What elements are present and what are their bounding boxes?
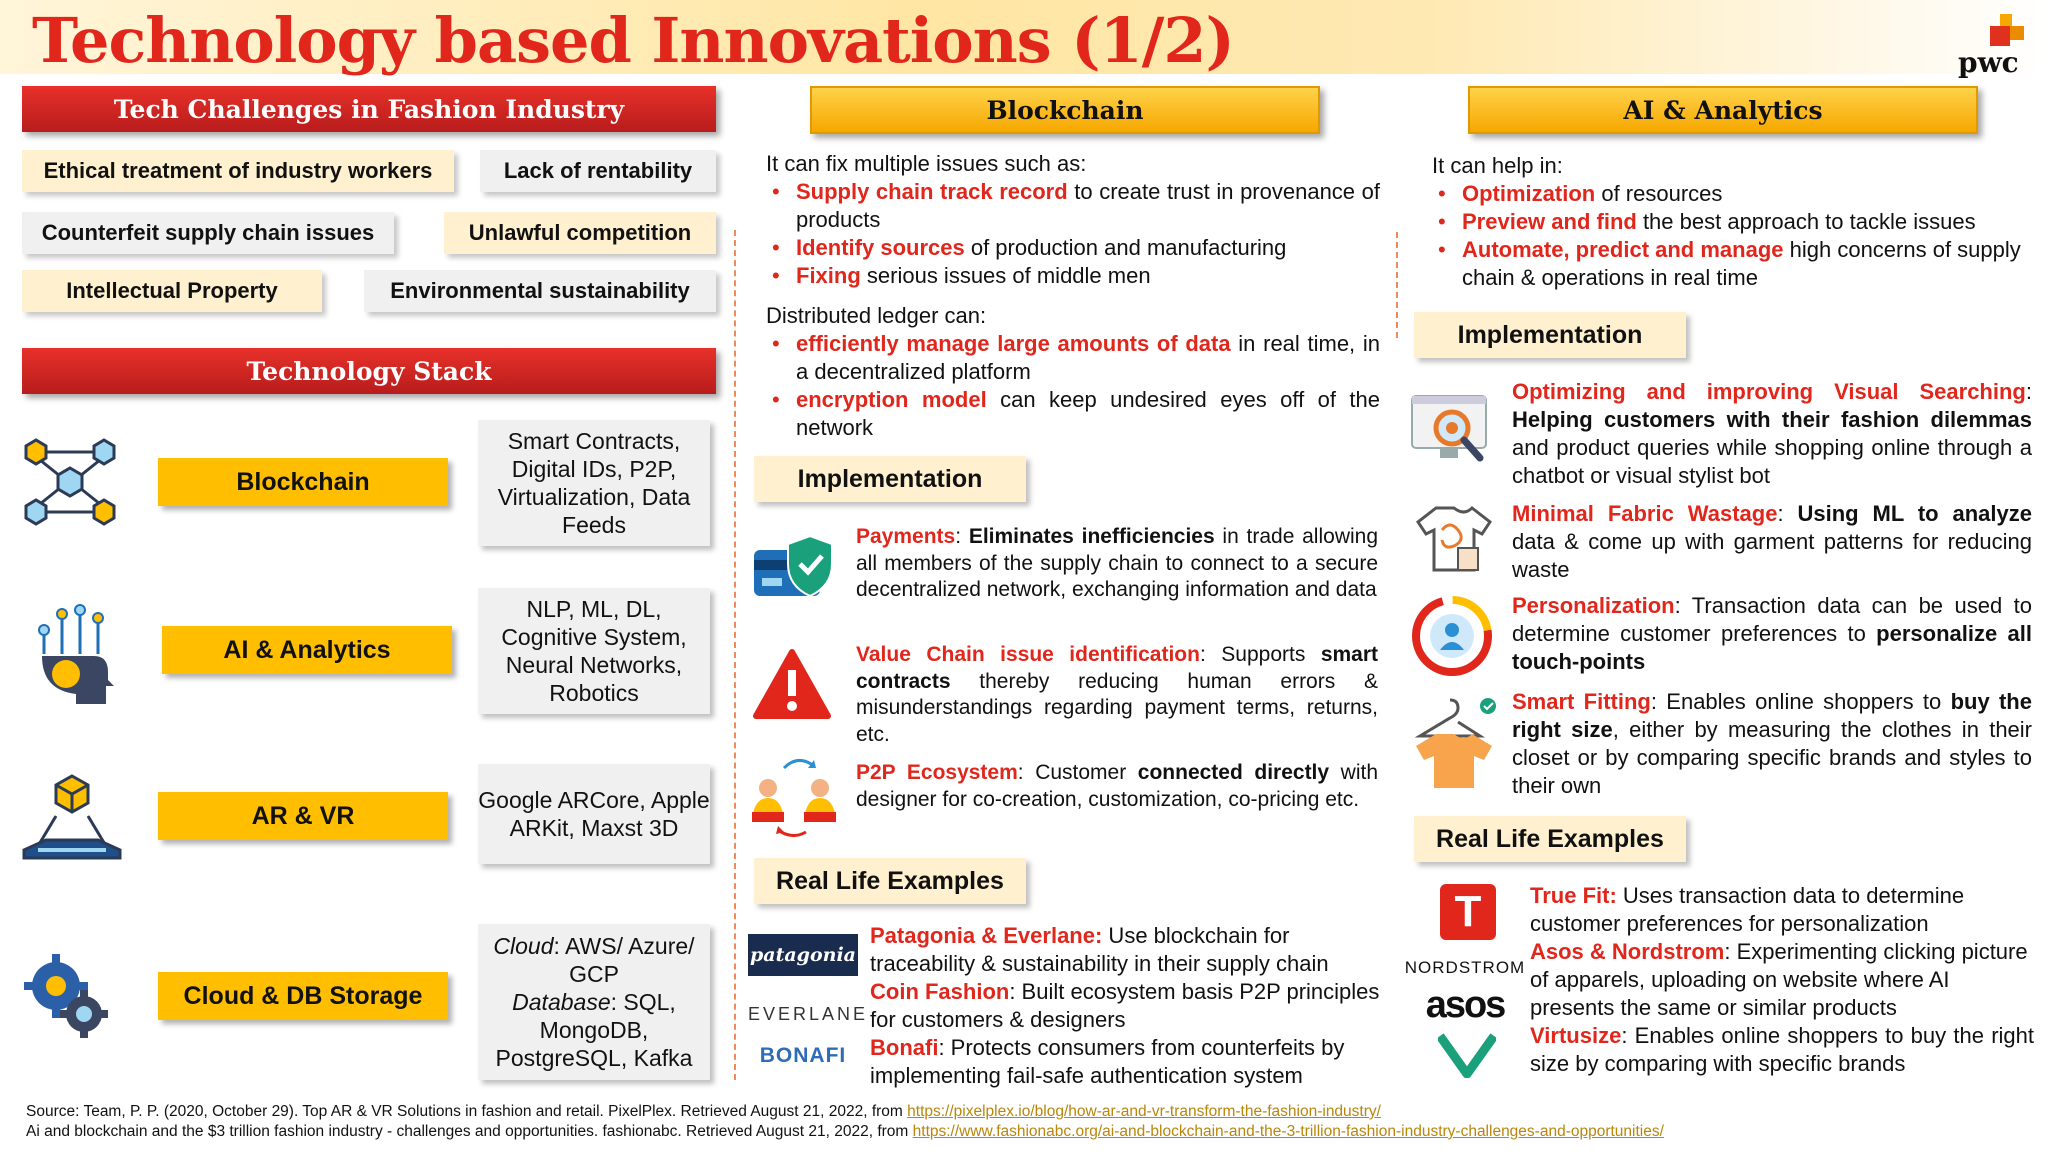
- challenge-chip: Counterfeit supply chain issues: [22, 212, 394, 254]
- stack-label-ai: AI & Analytics: [162, 626, 452, 674]
- bonafi-logo: BONAFI: [759, 1044, 847, 1067]
- stack-desc-cloud: [478, 924, 710, 1080]
- gears-icon: [22, 950, 110, 1040]
- ai-impl-fabric: Minimal Fabric Wastage: Using ML to analyze data & come up with garment patterns for reducing waste: [1512, 501, 2032, 582]
- ar-vr-icon: [18, 772, 126, 864]
- truefit-logo: T: [1440, 884, 1496, 940]
- blockchain-implementation-header: Implementation: [754, 456, 1026, 502]
- example-item: Virtusize: Enables online shoppers to buy the right size by comparing with specific brands: [1530, 1023, 2034, 1076]
- patagonia-logo: patagonia: [748, 934, 858, 976]
- blockchain-intro-block: [766, 150, 1380, 442]
- blockchain-bullet: • Supply chain track record to create trust in provenance of products: [766, 178, 1380, 234]
- challenge-chip: Ethical treatment of industry workers: [22, 150, 454, 192]
- everlane-logo: EVERLANE: [748, 1004, 869, 1024]
- stack-label-cloud: Cloud & DB Storage: [158, 972, 448, 1020]
- blockchain-impl-value-chain: Value Chain issue identification: Supports smart contracts thereby reducing human errors & misunderstandings regarding payment terms, returns, etc.: [856, 643, 1379, 746]
- ai-impl-visual-search: Optimizing and improving Visual Searching: Helping customers with their fashion dilemmas and product queries while shopping online through a chatbot or visual stylist bot: [1512, 379, 2032, 488]
- challenge-chip: Unlawful competition: [444, 212, 716, 254]
- blockchain-bullet: • Fixing serious issues of middle men: [766, 262, 1380, 290]
- source-line: Source: Team, P. P. (2020, October 29). Top AR & VR Solutions in fashion and retail. PixelPlex. Retrieved August 21, 2022, from https://pixelplex.io/blog/how-ar-and-vr-transform-the-fashion-industry/: [26, 1103, 1381, 1120]
- blockchain-examples: [870, 922, 1390, 1090]
- logo-text: pwc: [1958, 46, 2019, 79]
- example-item: Patagonia & Everlane: Use blockchain for traceability & sustainability in their supply chain: [870, 923, 1329, 976]
- ai-intro-block: [1432, 152, 2030, 292]
- stack-label-arvr: AR & VR: [158, 792, 448, 840]
- asos-logo: asos: [1425, 984, 1505, 1026]
- challenge-chip: Environmental sustainability: [364, 270, 716, 312]
- challenges-banner: Tech Challenges in Fashion Industry: [22, 86, 716, 132]
- stack-desc-ai: NLP, ML, DL, Cognitive System, Neural Networks, Robotics: [478, 588, 710, 714]
- visual-search-icon: [1410, 392, 1498, 470]
- challenge-chip: Intellectual Property: [22, 270, 322, 312]
- divider-right: [1396, 232, 1398, 338]
- ai-bullet: • Preview and find the best approach to tackle issues: [1432, 208, 2030, 236]
- blockchain-impl-p2p: P2P Ecosystem: Customer connected directly with designer for co-creation, customization, co-pricing etc.: [856, 761, 1378, 811]
- ai-examples-header: Real Life Examples: [1414, 816, 1686, 862]
- stack-banner: Technology Stack: [22, 348, 716, 394]
- cloud-text: : AWS/ Azure/ GCP: [553, 933, 695, 987]
- ai-examples: [1530, 882, 2034, 1078]
- example-item: Asos & Nordstrom: Experimenting clicking picture of apparels, uploading on website where AI presents the same or similar products: [1530, 939, 2028, 1020]
- example-item: Bonafi: Protects consumers from counterfeits by implementing fail-safe authentication system: [870, 1035, 1345, 1088]
- divider-left: [734, 230, 736, 1080]
- page-title: Technology based Innovations (1/2): [32, 4, 1234, 77]
- blockchain-bullet: • Identify sources of production and manufacturing: [766, 234, 1380, 262]
- tshirt-hanger-icon: [1410, 694, 1498, 794]
- card-shield-icon: [752, 534, 836, 606]
- stack-desc-blockchain: Smart Contracts, Digital IDs, P2P, Virtualization, Data Feeds: [478, 420, 710, 546]
- pwc-logo: [1948, 14, 2028, 84]
- source-link[interactable]: https://pixelplex.io/blog/how-ar-and-vr-transform-the-fashion-industry/: [907, 1103, 1381, 1120]
- blockchain-impl-payments: Payments: Eliminates inefficiencies in trade allowing all members of the supply chain to connect to a secure decentralized network, exchanging information and data: [856, 525, 1379, 601]
- cloud-label: Cloud: [493, 933, 554, 959]
- ai-bullet: • Automate, predict and manage high concerns of supply chain & operations in real time: [1432, 236, 2030, 292]
- source-line: Ai and blockchain and the $3 trillion fashion industry - challenges and opportunities. fashionabc. Retrieved August 21, 2022, from https://www.fashionabc.org/ai-and-blockchain-and-the-3-trillion-fashion-industry-challenges-and-opportunities/: [26, 1123, 1664, 1140]
- ai-impl-smart-fitting: Smart Fitting: Enables online shoppers to buy the right size, either by measuring the clothes in their closet or by comparing specific brands and styles to their own: [1512, 689, 2033, 798]
- fabric-shirt-icon: [1412, 500, 1496, 580]
- blockchain-icon: [18, 430, 122, 534]
- ai-head-icon: [26, 604, 118, 708]
- nordstrom-logo: NORDSTROM: [1404, 958, 1526, 977]
- example-item: True Fit: Uses transaction data to determine customer preferences for personalization: [1530, 883, 1965, 936]
- challenge-chip: Lack of rentability: [480, 150, 716, 192]
- ai-intro: It can help in:: [1432, 153, 1563, 178]
- personalization-icon: [1410, 594, 1494, 678]
- ai-banner: AI & Analytics: [1468, 86, 1978, 134]
- ledger-intro: Distributed ledger can:: [766, 303, 987, 328]
- ledger-bullet: • efficiently manage large amounts of data in real time, in a decentralized platform: [766, 330, 1380, 386]
- ai-impl-personalization: Personalization: Transaction data can be used to determine customer preferences to personalize all touch-points: [1512, 593, 2033, 674]
- ledger-bullet: • encryption model can keep undesired eyes off of the network: [766, 386, 1380, 442]
- virtusize-logo: [1438, 1032, 1496, 1078]
- source-link[interactable]: https://www.fashionabc.org/ai-and-blockchain-and-the-3-trillion-fashion-industry-challenges-and-opportunities/: [912, 1123, 1664, 1140]
- p2p-people-icon: [748, 754, 840, 838]
- blockchain-intro: It can fix multiple issues such as:: [766, 151, 1087, 176]
- stack-desc-arvr: Google ARCore, Apple ARKit, Maxst 3D: [478, 764, 710, 864]
- warning-icon: [752, 648, 832, 720]
- blockchain-examples-header: Real Life Examples: [754, 858, 1026, 904]
- stack-label-blockchain: Blockchain: [158, 458, 448, 506]
- ai-implementation-header: Implementation: [1414, 312, 1686, 358]
- ai-bullet: • Optimization of resources: [1432, 180, 2030, 208]
- example-item: Coin Fashion: Built ecosystem basis P2P principles for customers & designers: [870, 979, 1380, 1032]
- db-text: : SQL, MongoDB, PostgreSQL, Kafka: [495, 989, 693, 1071]
- db-label: Database: [512, 989, 611, 1015]
- blockchain-banner: Blockchain: [810, 86, 1320, 134]
